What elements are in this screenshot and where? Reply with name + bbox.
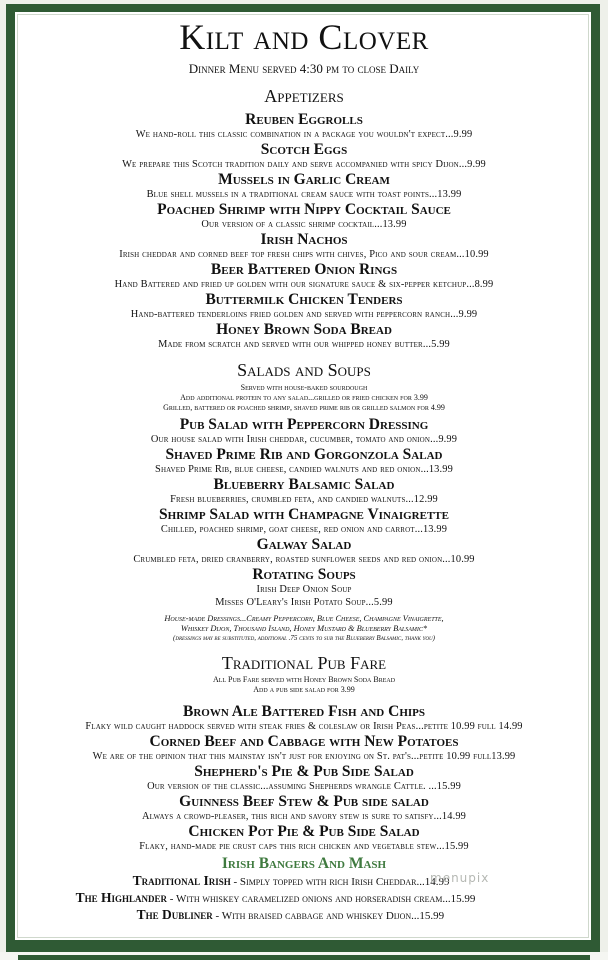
menu-item-desc: Fresh blueberries, crumbled feta, and candied walnuts...12.99 — [170, 494, 438, 505]
salad-note: Add additional protein to any salad...grilled or fried chicken for 3.99 — [180, 393, 428, 402]
section-pub-fare: Traditional Pub Fare — [221, 653, 387, 673]
menu-item-name: Brown Ale Battered Fish and Chips — [183, 703, 425, 720]
watermark: menupix — [430, 871, 490, 885]
restaurant-title: Kilt and Clover — [179, 17, 429, 57]
menu-item-name: Shepherd's Pie & Pub Side Salad — [194, 763, 414, 780]
soup-line: Irish Deep Onion Soup — [256, 584, 352, 595]
bangers-item-name: The Dubliner — [136, 907, 213, 922]
menu-item-name: Corned Beef and Cabbage with New Potatoes — [149, 733, 459, 750]
salad-note: Grilled, battered or poached shrimp, shaved prime rib or grilled salmon for 4.99 — [163, 403, 445, 412]
menu-item-desc: Hand-battered tenderloins fried golden and served with peppercorn ranch...9.99 — [130, 309, 478, 320]
menu-item-name: Beer Battered Onion Rings — [210, 261, 398, 278]
menu-item-name: Mussels in Garlic Cream — [218, 171, 390, 188]
menu-item-name: Reuben Eggrolls — [245, 111, 363, 128]
menu-item-desc: We hand-roll this classic combination in a package you wouldn't expect...9.99 — [135, 129, 473, 140]
menu-item-name: Shrimp Salad with Champagne Vinaigrette — [159, 506, 449, 523]
bangers-item-name: The Highlander — [75, 890, 167, 905]
menu-item-desc: Made from scratch and served with our whipped honey butter...5.99 — [158, 339, 450, 350]
menu-item-desc: Our house salad with Irish cheddar, cucumber, tomato and onion...9.99 — [150, 434, 458, 445]
salad-note: Served with house-baked sourdough — [240, 383, 368, 392]
menu-item-desc: Flaky, hand-made pie crust caps this rich chicken and vegetable stew...15.99 — [139, 841, 469, 852]
bangers-item-desc: - Simply topped with rich Irish Cheddar...14.99 — [230, 876, 450, 888]
menu-item-name: Guinness Beef Stew & Pub side salad — [179, 793, 429, 810]
bangers-item — [133, 873, 476, 890]
menu-item-name: Scotch Eggs — [260, 141, 348, 158]
menu-item-name: Shaved Prime Rib and Gorgonzola Salad — [165, 446, 443, 463]
salad-list — [0, 416, 608, 609]
menu-content — [0, 17, 608, 924]
section-salads-soups: Salads and Soups — [237, 360, 371, 380]
next-page-border — [18, 955, 590, 960]
bangers-item — [76, 890, 476, 907]
menu-item-name: Galway Salad — [256, 536, 352, 553]
menu-item-desc: Our version of a classic shrimp cocktail...13.99 — [201, 219, 407, 230]
menu-item-name: Blueberry Balsamic Salad — [213, 476, 395, 493]
dressing-note: (dressings may be substituted, additional .75 cents to sub the Blueberry Balsamic, thank you) — [173, 634, 435, 642]
menu-item-desc: Crumbled feta, dried cranberry, roasted sunflower seeds and red onion...10.99 — [133, 554, 475, 565]
menu-item-desc: Blue shell mussels in a traditional cream sauce with toast points...13.99 — [146, 189, 462, 200]
dressings-line: Whiskey Dijon, Thousand Island, Honey Mustard & Blueberry Balsamic* — [180, 624, 428, 633]
menu-item-name: Pub Salad with Peppercorn Dressing — [179, 416, 429, 433]
dressings-line: House-made Dressings...Creamy Peppercorn, Blue Cheese, Champagne Vinaigrette, — [164, 614, 444, 623]
soup-heading: Rotating Soups — [252, 566, 356, 583]
menu-item-name: Irish Nachos — [260, 231, 348, 248]
bangers-item — [137, 907, 476, 924]
menu-item-desc: We are of the opinion that this mainstay isn't just for enjoying on St. pat's...petite 10.99 full13.99 — [92, 751, 516, 762]
bangers-heading: Irish Bangers And Mash — [221, 855, 387, 872]
menu-item-desc: Shaved Prime Rib, blue cheese, candied walnuts and red onion...13.99 — [155, 464, 453, 475]
bangers-item-desc: - With whiskey caramelized onions and horseradish cream...15.99 — [167, 893, 476, 905]
appetizer-list — [0, 111, 608, 351]
menu-subtitle: Dinner Menu served 4:30 pm to close Daily — [188, 61, 420, 76]
pub-list — [0, 703, 608, 853]
menu-item-desc: Irish cheddar and corned beef top fresh chips with chives, Pico and sour cream...10.99 — [119, 249, 489, 260]
soup-line: Misses O'Leary's Irish Potato Soup...5.99 — [215, 597, 393, 608]
menu-item-name: Honey Brown Soda Bread — [216, 321, 392, 338]
bangers-item-name: Traditional Irish — [132, 873, 231, 888]
bangers-item-desc: - With braised cabbage and whiskey Dijon...15.99 — [212, 910, 445, 922]
menu-item-name: Buttermilk Chicken Tenders — [205, 291, 403, 308]
menu-item-desc: We prepare this Scotch tradition daily and serve accompanied with spicy Dijon...9.99 — [122, 159, 486, 170]
pub-note: All Pub Fare served with Honey Brown Soda Bread — [212, 675, 396, 684]
menu-item-desc: Always a crowd-pleaser, this rich and savory stew is sure to satisfy...14.99 — [141, 811, 467, 822]
menu-item-desc: Our version of the classic...assuming Shepherds wrangle Cattle. ...15.99 — [147, 781, 461, 792]
menu-item-desc: Flaky wild caught haddock served with steak fries & coleslaw or Irish Peas...petite 10.99 full 14.99 — [85, 721, 523, 732]
menu-item-name: Chicken Pot Pie & Pub Side Salad — [188, 823, 420, 840]
bangers-list — [75, 873, 476, 924]
menu-item-desc: Chilled, poached shrimp, goat cheese, red onion and carrot...13.99 — [160, 524, 448, 535]
section-appetizers: Appetizers — [264, 86, 344, 106]
menu-item-name: Poached Shrimp with Nippy Cocktail Sauce — [157, 201, 451, 218]
pub-note: Add a pub side salad for 3.99 — [253, 685, 355, 694]
menu-item-desc: Hand Battered and fried up golden with our signature sauce & six-pepper ketchup...8.99 — [114, 279, 494, 290]
